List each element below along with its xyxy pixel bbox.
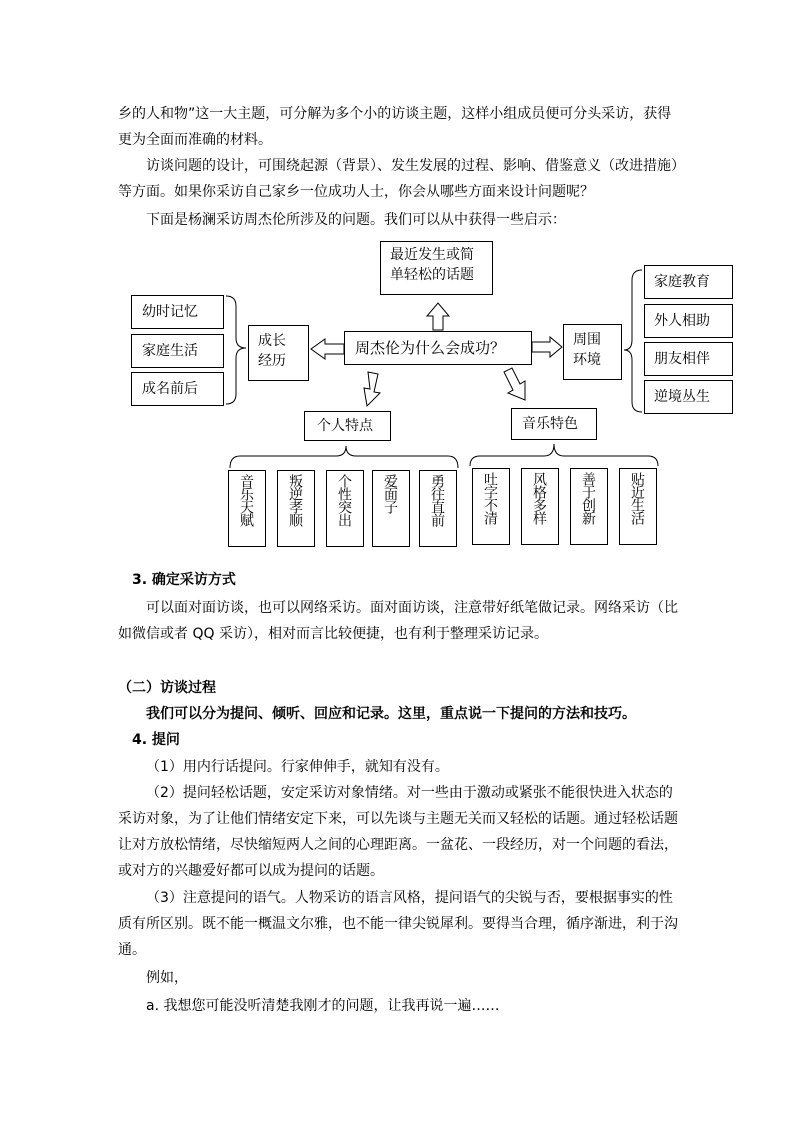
environment-line-2: 环境 (573, 352, 601, 368)
section-4-item-3-line-3: 通。 (118, 942, 146, 958)
growth-line-2: 经历 (258, 353, 286, 369)
music-item-diction-text: 吐字不清 (482, 472, 498, 524)
personal-item-face (372, 470, 410, 547)
env-item-outside-help: 外人相助 (644, 304, 733, 338)
top-topic-box (380, 241, 493, 295)
section-4-item-2-line-2: 采访对象，为了让他们情绪安定下来，可以先谈与主题无关而又轻松的话题。通过轻松话题 (118, 811, 678, 827)
section-4-item-3-line-2: 质有所区别。既不能一概温文尔雅，也不能一律尖锐犀利。要得当合理，循序渐进，利于沟 (118, 916, 678, 932)
music-item-diverse (521, 468, 559, 545)
personal-traits-box: 个人特点 (304, 411, 391, 441)
growth-item-family: 家庭生活 (131, 334, 224, 368)
para-1-line-2: 更为全面而准确的材料。 (118, 132, 272, 148)
para-2-line-2: 等方面。如果你采访自己家乡一位成功人士，你会从哪些方面来设计问题呢？ (118, 184, 594, 200)
music-traits-box: 音乐特色 (511, 408, 597, 440)
section-4-item-2-line-1: （2）提问轻松话题，安定采访对象情绪。对一些由于激动或紧张不能很快进入状态的 (146, 785, 673, 801)
growth-box (248, 325, 309, 381)
personal-item-rebellious (277, 470, 315, 547)
environment-box (563, 324, 622, 380)
environment-line-1: 周围 (573, 332, 601, 348)
growth-line-1: 成长 (258, 333, 286, 349)
section-3-line-1: 可以面对面访谈，也可以网络采访。面对面访谈，注意带好纸笔做记录。网络采访（比 (146, 600, 678, 616)
music-item-diverse-text: 风格多样 (531, 472, 547, 524)
music-item-innovative (570, 468, 608, 545)
music-item-diction (472, 468, 510, 545)
personal-item-talent-text: 音乐天赋 (238, 474, 254, 526)
music-item-life-text: 贴近生活 (629, 472, 645, 524)
center-question-box: 周杰伦为什么会成功？ (344, 331, 532, 365)
env-item-friends: 朋友相伴 (644, 342, 733, 376)
top-topic-line-2: 单轻松的话题 (390, 267, 474, 283)
env-item-family-education: 家庭教育 (644, 265, 733, 299)
example-a: a. 我想您可能没听清楚我刚才的问题，让我再说一遍…… (146, 998, 500, 1014)
section-two-heading: （二）访谈过程 (118, 680, 216, 696)
section-4-heading: 4. 提问 (132, 732, 180, 748)
growth-item-childhood: 幼时记忆 (131, 295, 224, 329)
music-item-innovative-text: 善于创新 (580, 472, 596, 524)
section-3-heading: 3. 确定采访方式 (132, 572, 236, 588)
para-2-line-1: 访谈问题的设计，可围绕起源（背景）、发生发展的过程、影响、借鉴意义（改进措施） (146, 158, 685, 174)
growth-item-fame: 成名前后 (131, 372, 224, 406)
env-item-adversity: 逆境丛生 (644, 380, 733, 414)
section-4-item-2-line-4: 或对方的兴趣爱好都可以成为提问的话题。 (118, 863, 384, 879)
personal-item-talent (228, 470, 266, 547)
personal-item-rebellious-text: 叛逆孝顺 (287, 474, 303, 526)
para-3: 下面是杨澜采访周杰伦所涉及的问题。我们可以从中获得一些启示： (146, 212, 566, 228)
personal-item-face-text: 爱面子 (382, 474, 398, 513)
section-3-line-2: 如微信或者 QQ 采访），相对而言比较便捷，也有利于整理采访记录。 (118, 626, 548, 642)
section-4-item-3-line-1: （3）注意提问的语气。人物采访的语言风格，提问语气的尖锐与否，要根据事实的性 (146, 890, 673, 906)
personal-item-individuality (326, 470, 364, 547)
top-topic-line-1: 最近发生或简 (390, 247, 474, 263)
personal-item-individuality-text: 个性突出 (336, 474, 352, 526)
section-two-intro: 我们可以分为提问、倾听、回应和记录。这里，重点说一下提问的方法和技巧。 (146, 706, 636, 722)
example-label: 例如， (146, 970, 188, 986)
para-1-line-1: 乡的人和物”这一大主题，可分解为多个小的访谈主题，这样小组成员便可分头采访，获得 (118, 106, 672, 122)
personal-item-brave (419, 470, 457, 547)
music-item-life (619, 468, 657, 545)
section-4-item-2-line-3: 让对方放松情绪，尽快缩短两人之间的心理距离。一盆花、一段经历，对一个问题的看法， (118, 837, 678, 853)
section-4-item-1: （1）用内行话提问。行家伸伸手，就知有没有。 (146, 759, 449, 775)
personal-item-brave-text: 勇往直前 (429, 474, 445, 526)
